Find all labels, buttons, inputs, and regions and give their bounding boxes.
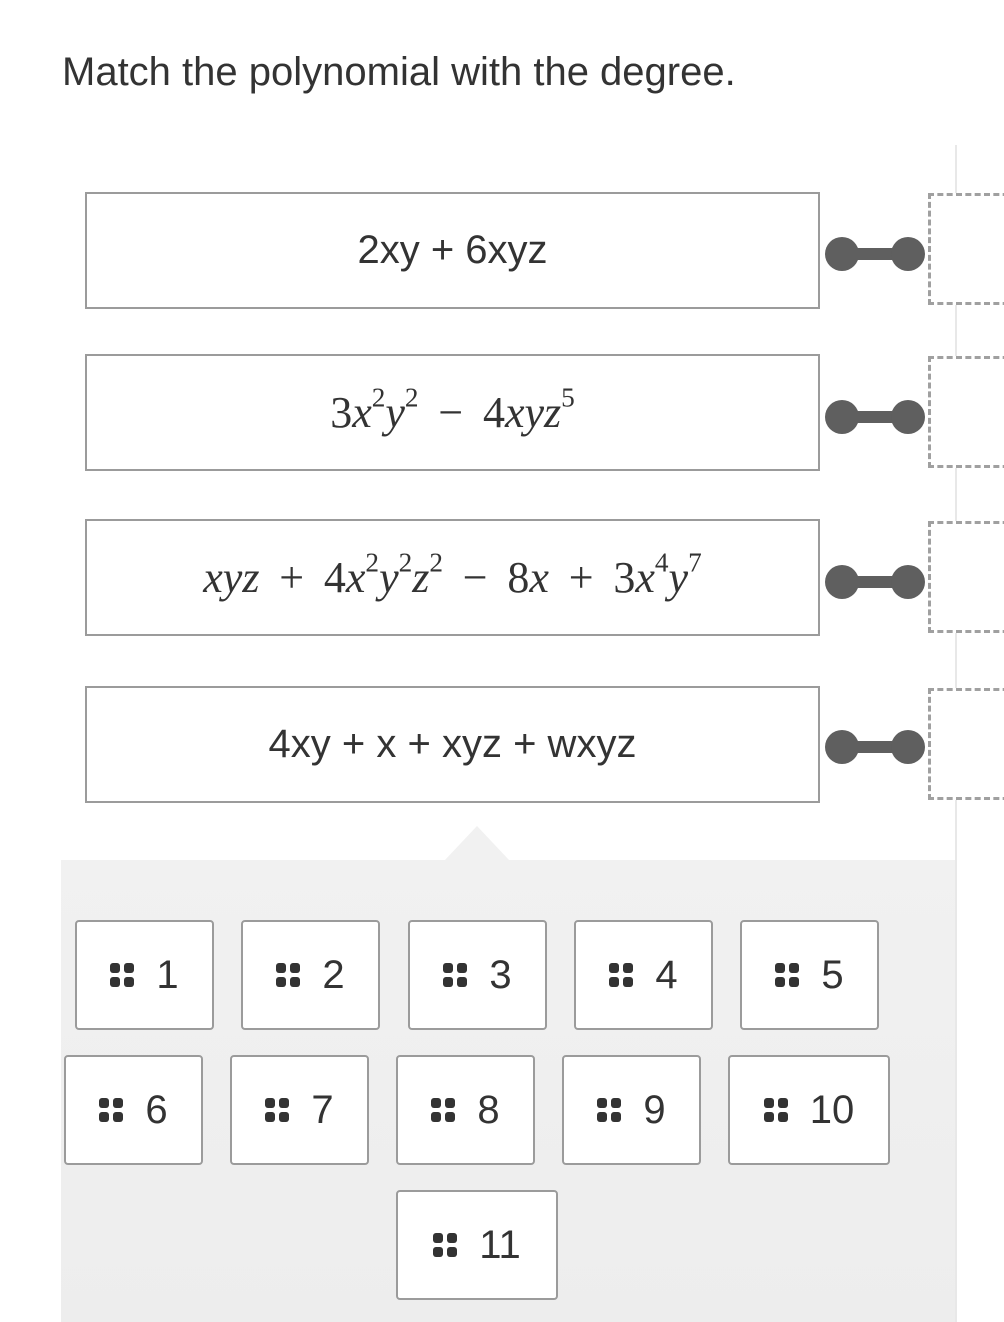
drag-grip-icon bbox=[265, 1098, 289, 1122]
drag-grip-icon bbox=[597, 1098, 621, 1122]
tray-pointer bbox=[444, 826, 510, 861]
polynomial-math-3: xyz + $4x^2y^2z^2 - 8x + 3x^4y^7$ bbox=[203, 547, 702, 602]
polynomial-text-4: 4xy + x + xyz + wxyz bbox=[268, 722, 637, 766]
polynomial-box-4 bbox=[85, 686, 820, 803]
answer-chip-6[interactable] bbox=[64, 1055, 203, 1165]
answer-chip-11[interactable] bbox=[396, 1190, 558, 1300]
chip-label: 6 bbox=[145, 1087, 168, 1132]
connector-handle-icon[interactable] bbox=[822, 560, 928, 604]
chip-label: 4 bbox=[655, 952, 678, 997]
chip-label: 9 bbox=[643, 1087, 666, 1132]
answer-chip-7[interactable] bbox=[230, 1055, 369, 1165]
drag-grip-icon bbox=[431, 1098, 455, 1122]
answer-chip-10[interactable] bbox=[728, 1055, 890, 1165]
drop-zone-2[interactable] bbox=[928, 356, 1004, 468]
drag-grip-icon bbox=[99, 1098, 123, 1122]
chip-label: 10 bbox=[809, 1087, 855, 1132]
drag-grip-icon bbox=[443, 963, 467, 987]
chip-label: 8 bbox=[477, 1087, 500, 1132]
drag-grip-icon bbox=[775, 963, 799, 987]
question-text: Match the polynomial with the degree. bbox=[62, 50, 736, 94]
chip-label: 5 bbox=[821, 952, 844, 997]
polynomial-box-3 bbox=[85, 519, 820, 636]
answer-chip-9[interactable] bbox=[562, 1055, 701, 1165]
chip-label: 3 bbox=[489, 952, 512, 997]
connector-handle-icon[interactable] bbox=[822, 725, 928, 769]
answer-chip-2[interactable] bbox=[241, 920, 380, 1030]
drag-grip-icon bbox=[110, 963, 134, 987]
polynomial-box-1 bbox=[85, 192, 820, 309]
answer-chip-5[interactable] bbox=[740, 920, 879, 1030]
drag-grip-icon bbox=[276, 963, 300, 987]
answer-chip-3[interactable] bbox=[408, 920, 547, 1030]
polynomial-text-1: 2xy + 6xyz bbox=[357, 228, 548, 272]
chip-label: 7 bbox=[311, 1087, 334, 1132]
chip-label: 2 bbox=[322, 952, 345, 997]
polynomial-box-2 bbox=[85, 354, 820, 471]
drag-grip-icon bbox=[433, 1233, 457, 1257]
chip-label: 1 bbox=[156, 952, 179, 997]
drag-grip-icon bbox=[764, 1098, 788, 1122]
polynomial-math-2: $3x^2y^2 - 4xyz^5$ bbox=[330, 382, 575, 437]
drag-grip-icon bbox=[609, 963, 633, 987]
drop-zone-3[interactable] bbox=[928, 521, 1004, 633]
chip-label: 11 bbox=[479, 1222, 521, 1267]
answer-chip-4[interactable] bbox=[574, 920, 713, 1030]
answer-chip-8[interactable] bbox=[396, 1055, 535, 1165]
answer-chip-1[interactable] bbox=[75, 920, 214, 1030]
drop-zone-4[interactable] bbox=[928, 688, 1004, 800]
drop-zone-1[interactable] bbox=[928, 193, 1004, 305]
connector-handle-icon[interactable] bbox=[822, 232, 928, 276]
connector-handle-icon[interactable] bbox=[822, 395, 928, 439]
